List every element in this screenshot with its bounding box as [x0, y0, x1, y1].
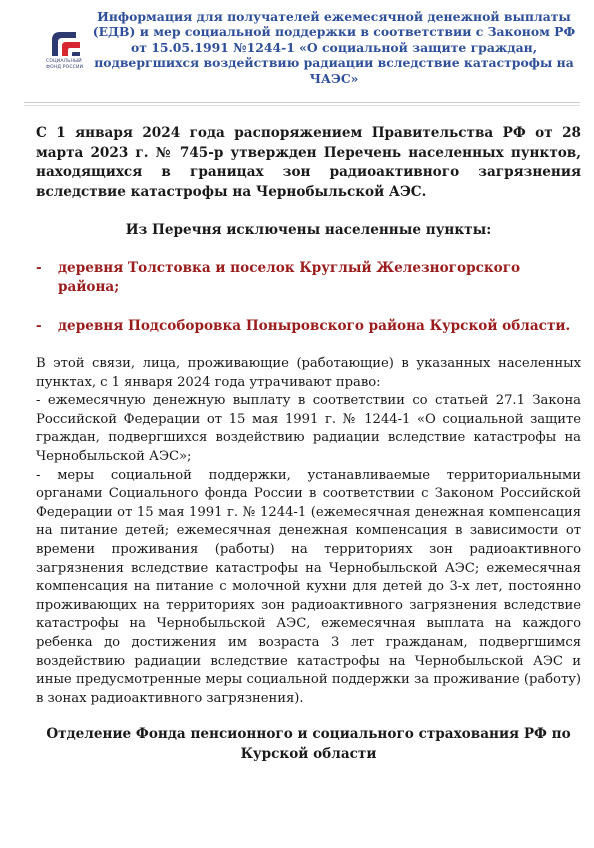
excluded-subheading: Из Перечня исключены населенные пункты: — [125, 222, 492, 238]
signature-block: Отделение Фонда пенсионного и социального страхования РФ по Курской области — [46, 726, 571, 762]
header-divider-shadow — [24, 105, 580, 106]
logo-caption: СОЦИАЛЬНЫЙ ФОНД РОССИИ — [46, 59, 84, 70]
lead-paragraph: С 1 января 2024 года распоряжением Правительства РФ от 28 марта 2023 г. № 745-р утвержден Перечень населенных пунктов, находящихся в границах зон радиоактивного загрязнения вследствие катастрофы на Чернобыльской АЭС. — [36, 125, 581, 200]
body-paragraph: В этой связи, лица, проживающие (работающие) в указанных населенных пунктах, с 1 января 2024 года утрачивают право: - ежемесячную денежную выплату в соответствии со статьей 27.1 Закона Российской Федерации от 15 мая 1991 г. № 1244-1 «О социальной защите граждан, подвергшихся воздействию радиации вследствие катастрофы на Чернобыльской АЭС»; - меры социальной поддержки, устанавливаемые территориальными органами Социального фонда России в соответствии с Законом Российской Федерации от 15 мая 1991 г. № 1244-1 (ежемесячная денежная компенсация на питание детей; ежемесячная денежная компенсация в зависимости от времени проживания (работы) на территориях зон радиоактивного загрязнения вследствие катастрофы на Чернобыльской АЭС; ежемесячная компенсация на питание с молочной кухни для детей до 3-х лет, постоянно проживающих на территориях зон радиоактивного загрязнения вследствие катастрофы на Чернобыльской АЭС, ежемесячная выплата на каждого ребенка до достижения им возраста 3 лет гражданам, подвергшимся воздействию радиации вследствие катастрофы на Чернобыльской АЭС и иные предусмотренные меры социальной поддержки за проживание (работу) в зонах радиоактивного загрязнения). — [36, 356, 581, 706]
page-title: Информация для получателей ежемесячной денежной выплаты (ЕДВ) и мер социальной поддержки в соответствии с Законом РФ от 15.05.1991 №1244-1 «О социальной защите граждан, подвергшихся воздействию радиации вследствие катастрофы на ЧАЭС» — [92, 9, 576, 86]
list-item — [36, 259, 581, 298]
excluded-list — [36, 259, 581, 337]
header-divider — [24, 102, 580, 103]
list-item — [36, 317, 581, 337]
document-header — [0, 0, 594, 103]
list-bullet: - — [36, 317, 42, 334]
list-item-text: деревня Толстовка и поселок Круглый Железногорского района; — [58, 259, 521, 295]
document-body — [36, 124, 581, 764]
list-item-text: деревня Подсоборовка Поныровского района Курской области. — [58, 317, 571, 334]
list-bullet: - — [36, 259, 42, 276]
